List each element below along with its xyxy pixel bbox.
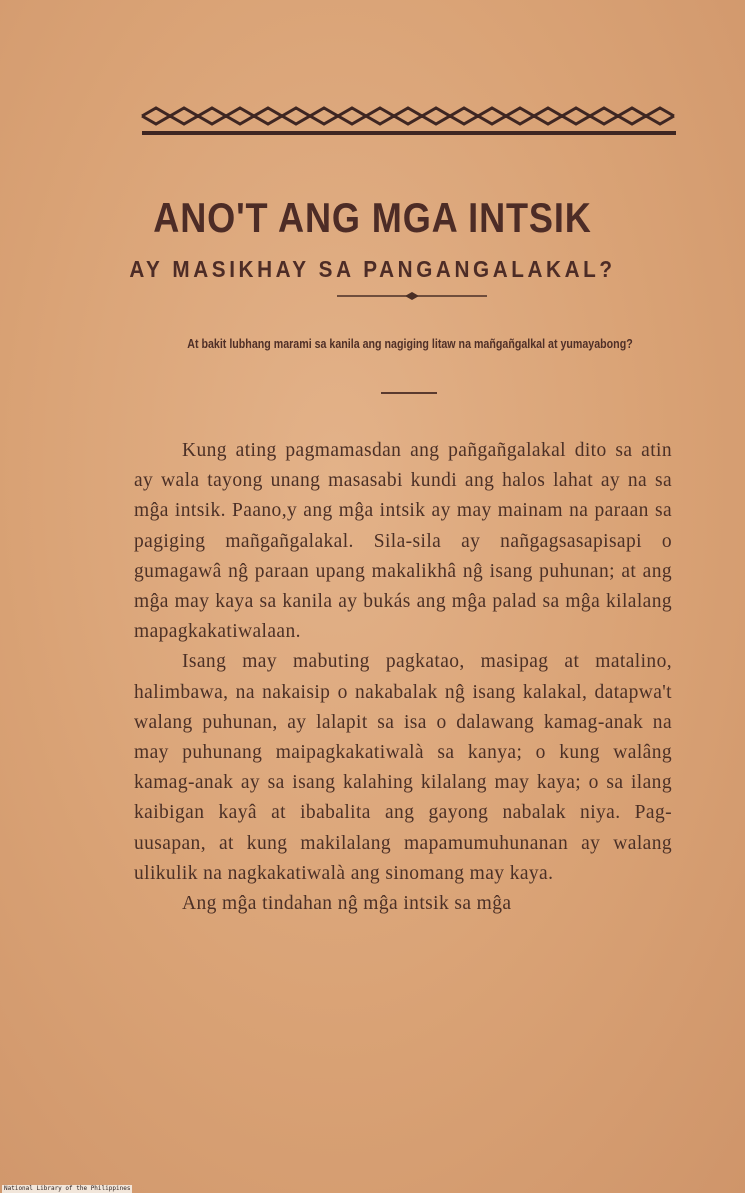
title-line-2: AY MASIKHAY SA PANGANGALAKAL? xyxy=(129,256,616,282)
ornament-border xyxy=(140,104,678,140)
diamond-rule xyxy=(337,290,487,302)
subheading: At bakit lubhang marami sa kanila ang nagiging litaw na mañgañgalkal at yumayabong? xyxy=(187,336,633,351)
paragraph: Kung ating pagmamasdan ang pañgañgalakal dito sa atin ay wala tayong unang masasabi kundi ang halos lahat ay na sa mĝa intsik. Paano,y ang mĝa intsik ay may mainam na paraan sa pagiging mañgañgalakal. Sila-sila ay nañgagsasapisapi o gumagawâ nĝ paraan upang makalikhâ nĝ isang puhunan; at ang mĝa may kaya sa kanila ay bukás ang mĝa palad sa mĝa kilalang mapagkakatiwalaan. xyxy=(134,440,672,643)
divider xyxy=(381,392,437,394)
title-line-1: ANO'T ANG MGA INTSIK xyxy=(153,194,592,241)
library-footer: National Library of the Philippines xyxy=(4,1185,131,1192)
body-text xyxy=(134,436,672,919)
paragraph: Isang may mabuting pagkatao, masipag at matalino, halimbawa, na nakaisip o nakabalak nĝ isang kalakal, datapwa't walang puhunan, ay lalapit sa isa o dalawang kamag-anak na may puhunang maipagkakatiwalà sa kanya; o kung walâng kamag-anak ay sa isang kalahing kilalang may kaya; o sa ilang kaibigan kayâ at ibabalita ang gayong nabalak niya. Pag-uusapan, at kung makilalang mapamumuhunanan ay walang ulikulik na nagkakatiwalà ang sinomang may kaya. xyxy=(134,651,672,884)
paragraph: Ang mĝa tindahan nĝ mĝa intsik sa mĝa xyxy=(182,893,512,915)
